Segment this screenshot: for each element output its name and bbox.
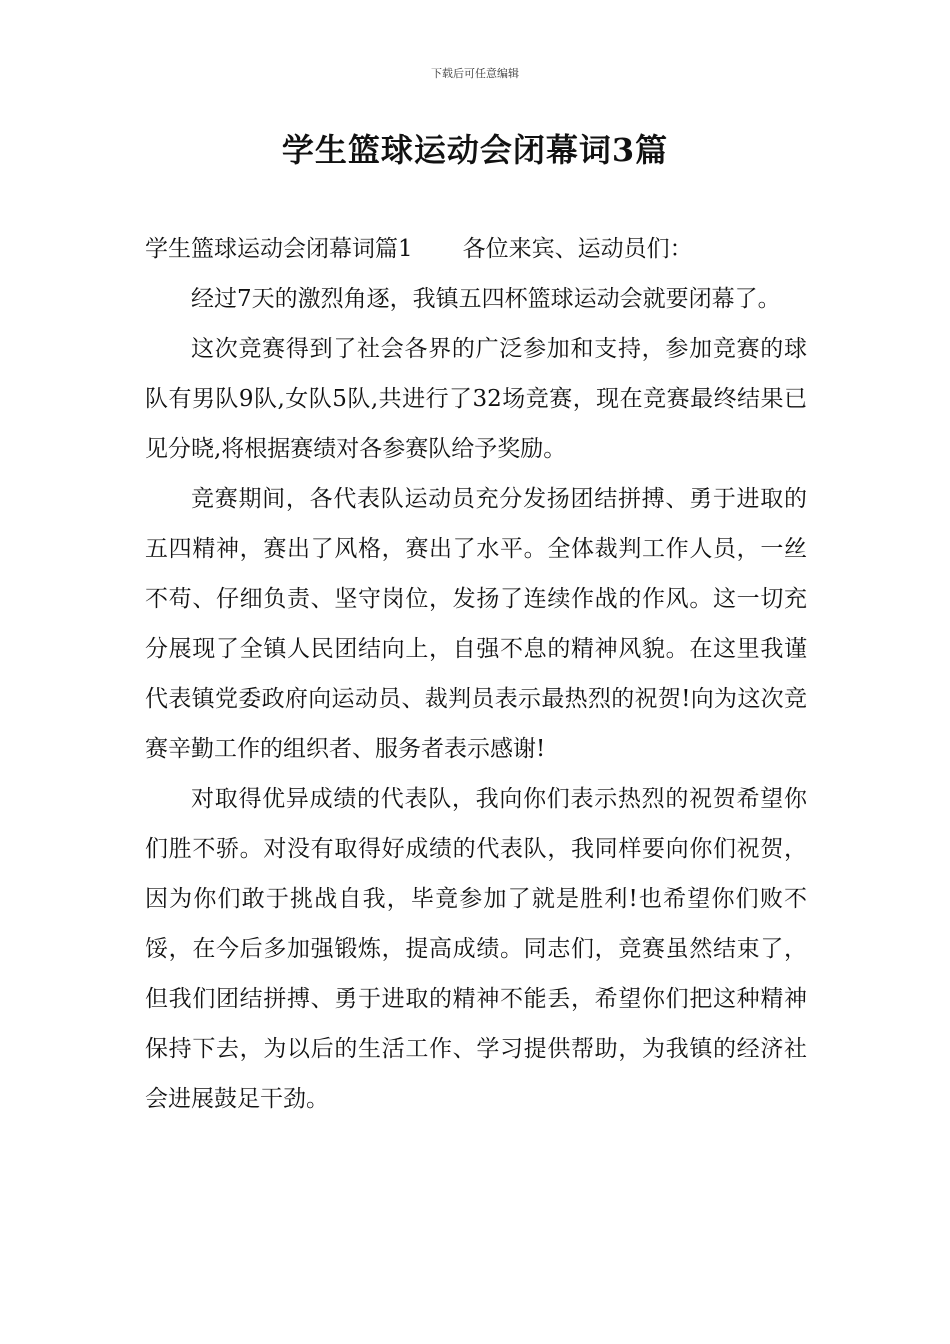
salutation: 各位来宾、运动员们： <box>462 236 693 262</box>
section-heading: 学生篮球运动会闭幕词篇1 <box>145 236 413 262</box>
document-title: 学生篮球运动会闭幕词3篇 <box>281 131 669 169</box>
document-body <box>145 224 807 1124</box>
paragraph: 这次竞赛得到了社会各界的广泛参加和支持，参加竞赛的球队有男队9队,女队5队,共进行了32场竞赛，现在竞赛最终结果已见分晓,将根据赛绩对各参赛队给予奖励。 <box>145 336 807 462</box>
header-note: 下载后可任意编辑 <box>431 67 519 80</box>
paragraph: 经过7天的激烈角逐，我镇五四杯篮球运动会就要闭幕了。 <box>191 286 781 312</box>
paragraph: 对取得优异成绩的代表队，我向你们表示热烈的祝贺希望你们胜不骄。对没有取得好成绩的代表队，我同样要向你们祝贺，因为你们敢于挑战自我，毕竟参加了就是胜利!也希望你们败不馁，在今后多加强锻炼，提高成绩。同志们，竞赛虽然结束了，但我们团结拼搏、勇于进取的精神不能丢，希望你们把这种精神保持下去，为以后的生活工作、学习提供帮助，为我镇的经济社会进展鼓足干劲。 <box>145 786 807 1112</box>
section-heading-line <box>145 224 807 274</box>
paragraph: 竞赛期间，各代表队运动员充分发扬团结拼搏、勇于进取的五四精神，赛出了风格，赛出了水平。全体裁判工作人员，一丝不苟、仔细负责、坚守岗位，发扬了连续作战的作风。这一切充分展现了全镇人民团结向上，自强不息的精神风貌。在这里我谨代表镇党委政府向运动员、裁判员表示最热烈的祝贺!向为这次竞赛辛勤工作的组织者、服务者表示感谢! <box>145 486 807 762</box>
